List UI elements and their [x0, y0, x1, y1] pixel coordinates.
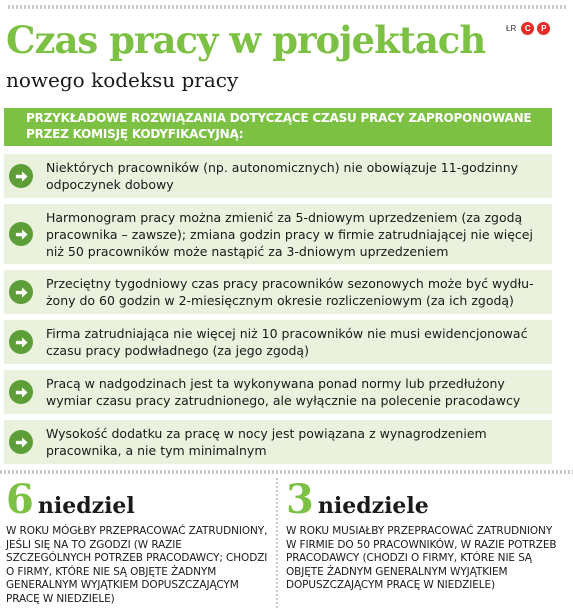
- stat-number: 6: [6, 476, 34, 523]
- arrow-right-icon: [9, 330, 33, 354]
- stat-word: niedziele: [317, 493, 429, 519]
- stat-left: [6, 478, 268, 606]
- list-item-text: Przeciętny tygodniowy czas pracy pracowników sezonowych może być wydłu-żony do 60 godzin w 2-miesięcznym okresie rozliczeniowym (za ich zgodą): [46, 276, 534, 308]
- stat-description: W ROKU MUSIAŁBY PRZEPRACOWAĆ ZATRUDNIONY W FIRMIE DO 50 PRACOWNIKÓW, W RAZIE POTRZEB PRACODAWCY (CHODZI O FIRMY, KTÓRE NIE SĄ OBJĘTE ŻADNYM GENERALNYM WYJĄTKIEM DOPUSZCZAJĄCYM PRACĘ W NIEDZIELE): [286, 525, 557, 591]
- list-item-text: Niektórych pracowników (np. autonomicznych) nie obowiązuje 11-godzinny odpoczynek dobowy: [46, 160, 519, 192]
- list-item-text: Wysokość dodatku za pracę w nocy jest powiązana z wynagrodzeniem pracownika, a nie tym minimalnym: [46, 426, 487, 458]
- list-item-text: Harmonogram pracy można zmienić za 5-dniowym uprzedzeniem (za zgodą pracownika – zawsze); zmiana godzin pracy w firmie zatrudniającej nie więcej niż 50 pracowników może nastąpić za 3-dniowym uprzedzeniem: [46, 210, 533, 259]
- stat-description: W ROKU MÓGŁBY PRZEPRACOWAĆ ZATRUDNIONY, JEŚLI SIĘ NA TO ZGODZI (W RAZIE SZCZEGÓLNYCH POTRZEB PRACODAWCY; CHODZI O FIRMY, KTÓRE NIE SĄ OBJĘTE ŻADNYM GENERALNYM WYJĄTKIEM DOPUSZCZAJĄCYM PRACĘ W NIEDZIELE): [6, 525, 268, 605]
- stat-headline: [286, 478, 562, 522]
- credit-source-text: ŁR: [506, 24, 517, 33]
- stat-number: 3: [286, 476, 314, 523]
- list-item-text: Pracą w nadgodzinach jest ta wykonywana ponad normy lub przedłużony wymiar czasu pracy zatrudnionego, ale wyłącznie na polecenie pracodawcy: [46, 376, 521, 408]
- banner-text: PRZYKŁADOWE ROZWIĄZANIA DOTYCZĄCE CZASU PRACY ZAPROPONOWANE PRZEZ KOMISJĘ KODYFIKACYJNĄ:: [26, 111, 532, 141]
- list-item: [4, 154, 552, 198]
- page-subtitle: nowego kodeksu pracy: [6, 68, 239, 92]
- list-item: [4, 370, 552, 414]
- list-item: [4, 420, 552, 464]
- arrow-right-icon: [9, 164, 33, 188]
- arrow-right-icon: [9, 222, 33, 246]
- list-item-text: Firma zatrudniająca nie więcej niż 10 pracowników nie musi ewidencjonować czasu pracy podwładnego (za jego zgodą): [46, 326, 528, 358]
- stat-headline: [6, 478, 268, 522]
- arrow-right-icon: [9, 280, 33, 304]
- page-title: Czas pracy w projektach: [6, 18, 486, 62]
- top-dotted-rule: [8, 5, 566, 9]
- list-item: [4, 270, 552, 314]
- credit-badge-p: P: [537, 22, 550, 35]
- source-credit: [506, 22, 550, 35]
- arrow-right-icon: [9, 430, 33, 454]
- bottom-dotted-divider: [0, 470, 573, 474]
- stat-right: [286, 478, 562, 593]
- credit-badge-c: C: [521, 22, 534, 35]
- vertical-dotted-divider: [276, 478, 278, 610]
- list-item: [4, 320, 552, 364]
- arrow-right-icon: [9, 380, 33, 404]
- list-item: [4, 204, 552, 264]
- section-banner: [4, 108, 552, 146]
- stat-word: niedziel: [37, 493, 135, 519]
